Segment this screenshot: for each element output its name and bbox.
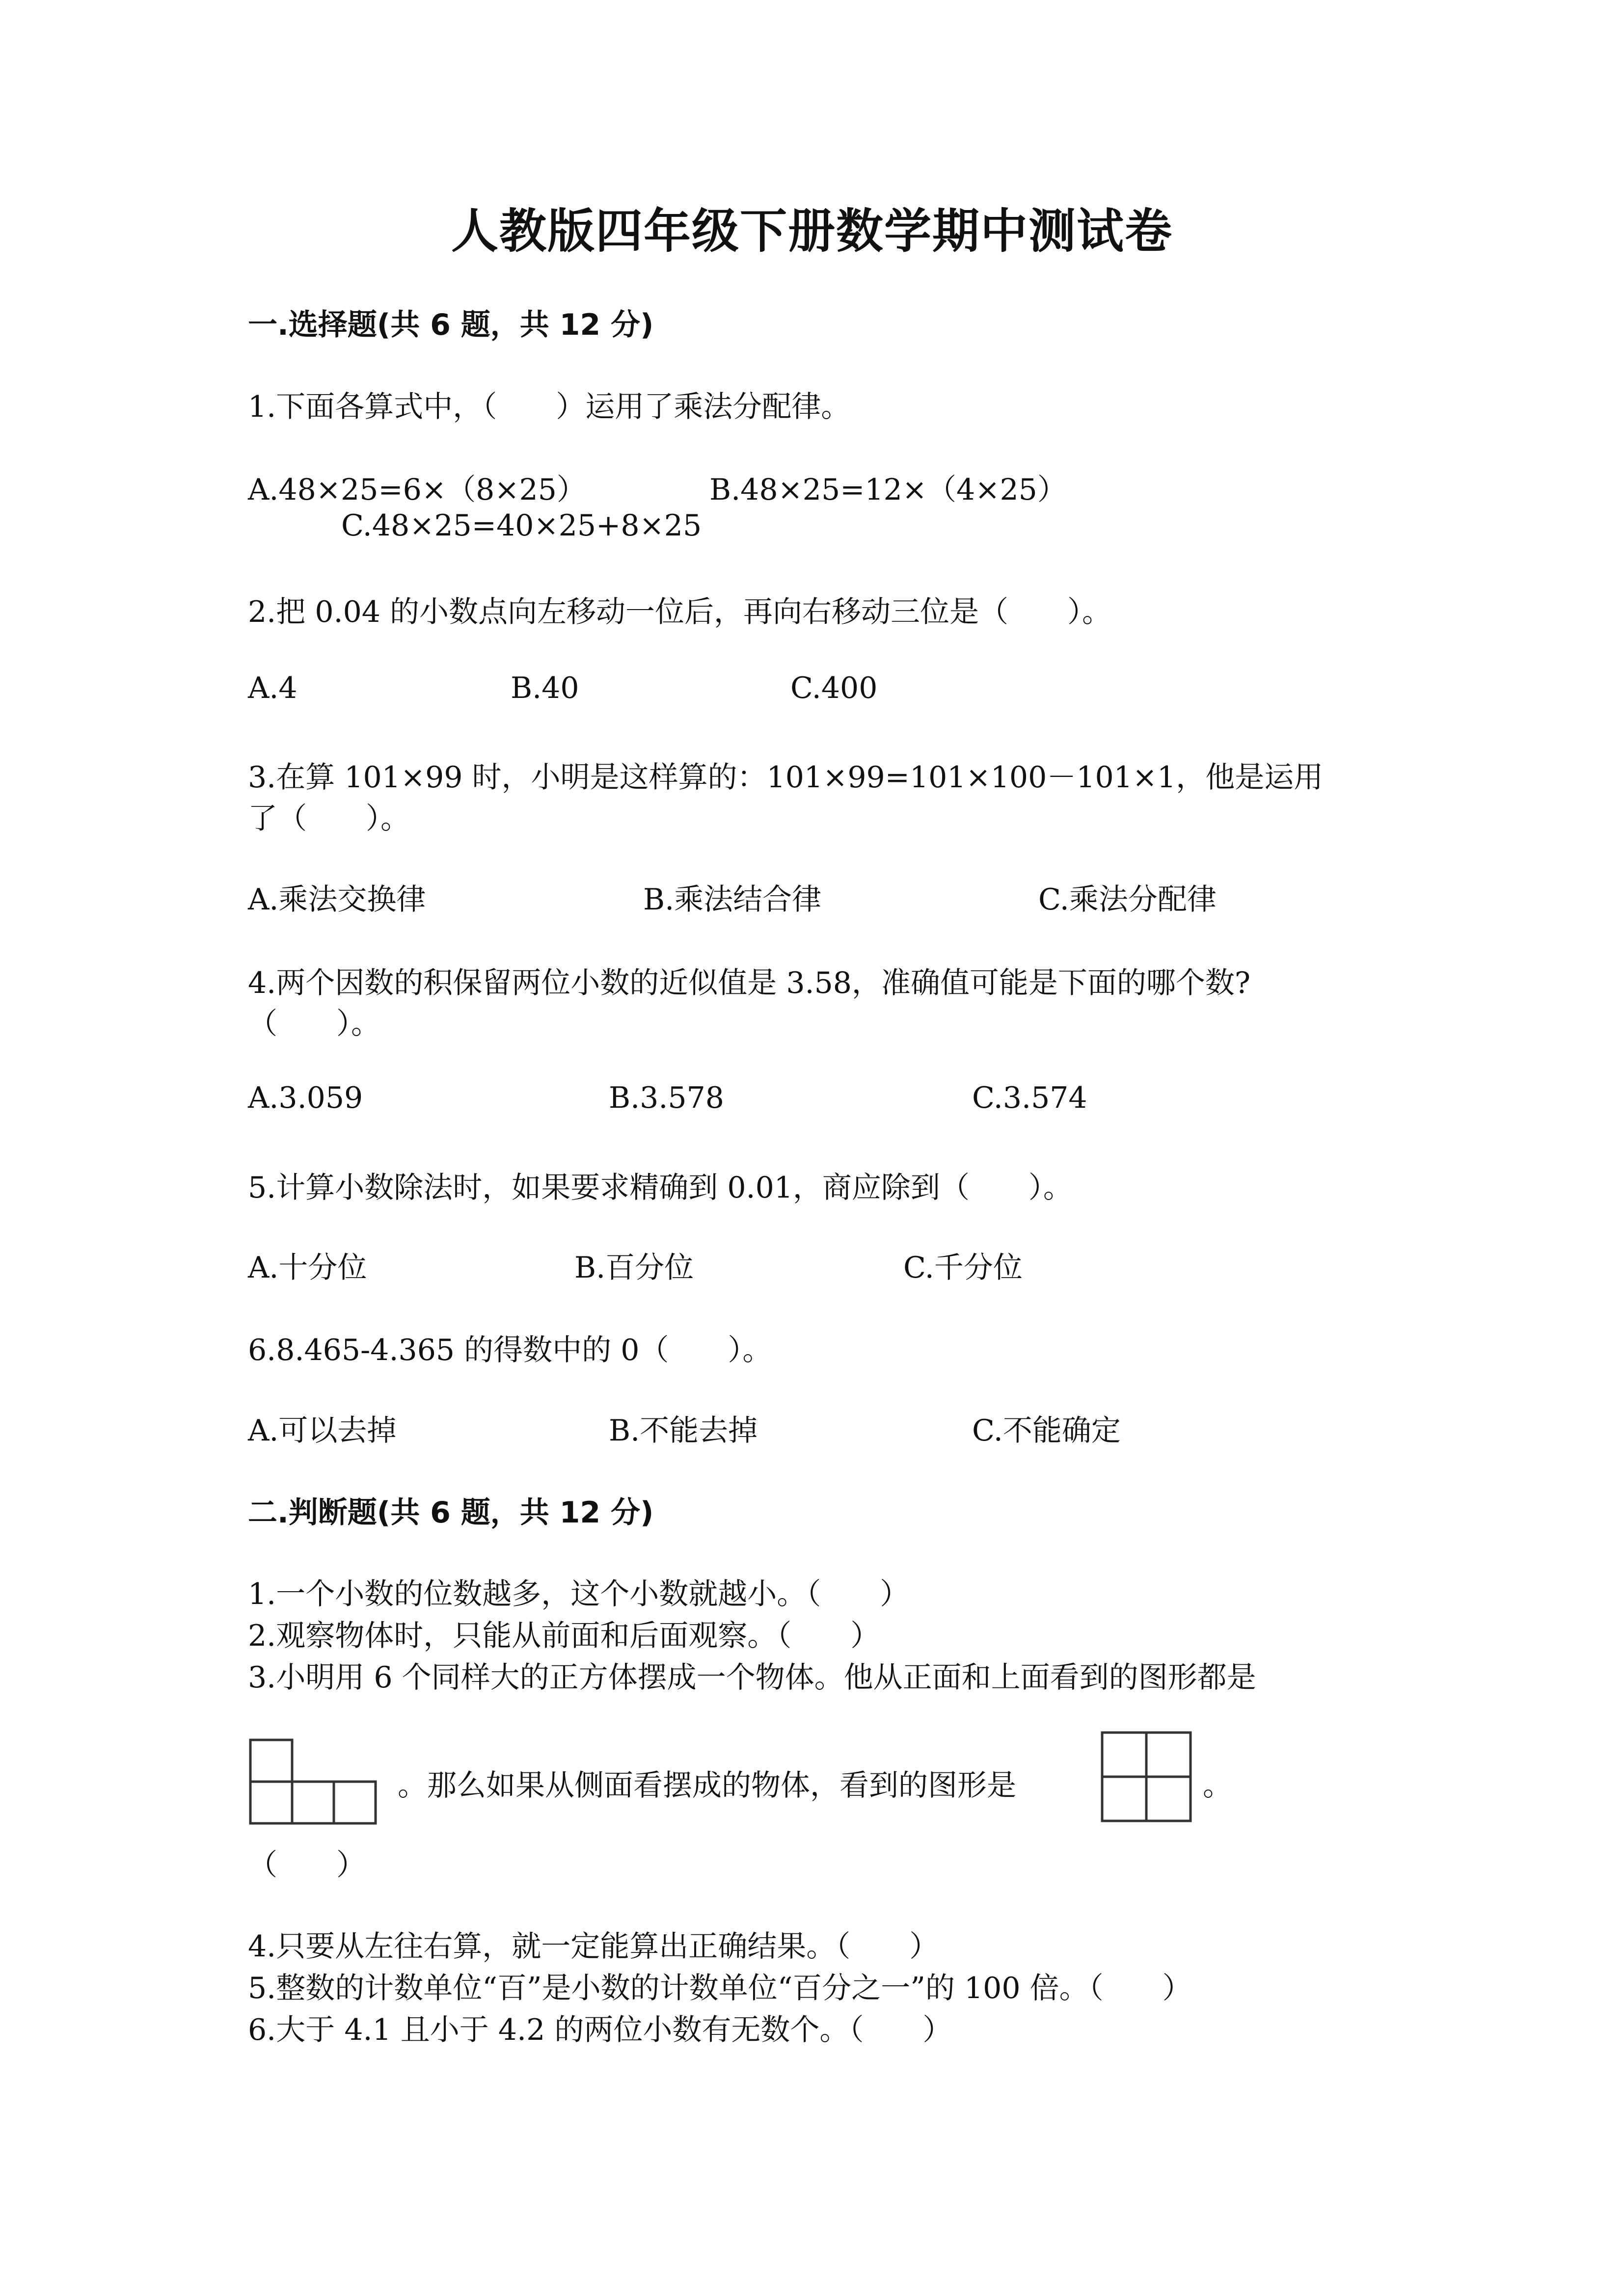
question-6-stem: 6.8.465-4.365 的得数中的 0（ ）。: [248, 1333, 772, 1367]
judgement-item-3-line1: 3.小明用 6 个同样大的正方体摆成一个物体。他从正面和上面看到的图形都是: [248, 1660, 1256, 1695]
judgement-item-2: 2.观察物体时，只能从前面和后面观察。（ ）: [248, 1619, 880, 1653]
figure1-top-square: [250, 1740, 292, 1782]
question-5-option-a: A.十分位: [248, 1251, 367, 1285]
judgement-item-3-period: 。: [1203, 1768, 1232, 1803]
figure2-square-tr: [1146, 1733, 1191, 1777]
question-3-stem-line2: 了（ ）。: [248, 801, 410, 836]
figure2-square-tl: [1102, 1733, 1146, 1777]
question-4-option-a: A.3.059: [248, 1081, 363, 1115]
question-5-option-b: B.百分位: [574, 1251, 694, 1285]
question-6-option-b: B.不能去掉: [609, 1414, 758, 1448]
judgement-item-3-answer: （ ）: [248, 1848, 366, 1882]
question-2-option-b: B.40: [511, 671, 579, 705]
judgement-item-4: 4.只要从左往右算，就一定能算出正确结果。（ ）: [248, 1929, 939, 1964]
view-side-figure: [1100, 1730, 1198, 1828]
question-4-stem-line1: 4.两个因数的积保留两位小数的近似值是 3.58，准确值可能是下面的哪个数?: [248, 966, 1251, 1000]
question-4-stem-line2: （ ）。: [248, 1007, 380, 1041]
view-front-top-figure: [248, 1737, 380, 1831]
question-5-stem: 5.计算小数除法时，如果要求精确到 0.01，商应除到（ ）。: [248, 1171, 1073, 1205]
question-5-option-c: C.千分位: [903, 1251, 1023, 1285]
figure2-square-br: [1146, 1777, 1191, 1821]
question-4-option-c: C.3.574: [972, 1081, 1087, 1115]
question-3-stem-line1: 3.在算 101×99 时，小明是这样算的：101×99=101×100－101×1，他是运用: [248, 760, 1324, 795]
question-2-option-c: C.400: [790, 671, 878, 705]
judgement-item-1: 1.一个小数的位数越多，这个小数就越小。（ ）: [248, 1577, 910, 1611]
page-title: 人教版四年级下册数学期中测试卷: [451, 203, 1173, 259]
question-2-option-a: A.4: [248, 671, 298, 705]
figure1-bottom-square-2: [292, 1782, 334, 1823]
figure1-bottom-square-1: [250, 1782, 292, 1823]
question-1-option-c: C.48×25=40×25+8×25: [341, 508, 702, 543]
figure1-bottom-square-3: [334, 1782, 376, 1823]
section-heading-judgement: 二.判断题(共 6 题，共 12 分): [248, 1495, 654, 1530]
question-3-option-a: A.乘法交换律: [248, 882, 426, 917]
question-1-stem: 1.下面各算式中，（ ）运用了乘法分配律。: [248, 390, 851, 424]
question-3-option-c: C.乘法分配律: [1038, 882, 1217, 917]
figure2-square-bl: [1102, 1777, 1146, 1821]
question-3-option-b: B.乘法结合律: [643, 882, 822, 917]
section-heading-choice: 一.选择题(共 6 题，共 12 分): [248, 308, 654, 342]
judgement-item-3-line2: 。那么如果从侧面看摆成的物体，看到的图形是: [398, 1768, 1016, 1803]
question-1-option-b: B.48×25=12×（4×25）: [709, 473, 1067, 507]
question-4-option-b: B.3.578: [609, 1081, 724, 1115]
question-6-option-c: C.不能确定: [972, 1414, 1121, 1448]
judgement-item-6: 6.大于 4.1 且小于 4.2 的两位小数有无数个。（ ）: [248, 2013, 952, 2047]
question-6-option-a: A.可以去掉: [248, 1414, 397, 1448]
question-2-stem: 2.把 0.04 的小数点向左移动一位后，再向右移动三位是（ ）。: [248, 595, 1111, 629]
judgement-item-5: 5.整数的计数单位“百”是小数的计数单位“百分之一”的 100 倍。（ ）: [248, 1971, 1192, 2005]
question-1-option-a: A.48×25=6×（8×25）: [248, 473, 586, 507]
